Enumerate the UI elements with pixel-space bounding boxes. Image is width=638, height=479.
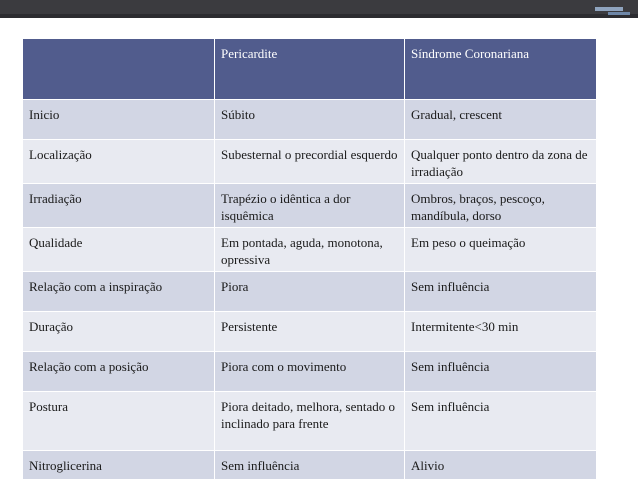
table-row — [23, 100, 597, 140]
row-label: Relação com a inspiração — [23, 272, 215, 312]
table-row — [23, 184, 597, 228]
row-label: Postura — [23, 392, 215, 451]
coronariana-cell: Sem influência — [405, 392, 597, 451]
row-label: Relação com a posição — [23, 352, 215, 392]
coronariana-cell: Intermitente<30 min — [405, 312, 597, 352]
table-row — [23, 272, 597, 312]
table-row — [23, 140, 597, 184]
coronariana-cell: Em peso o queimação — [405, 228, 597, 272]
table-header-row — [23, 39, 597, 100]
pericardite-cell: Sem influência — [215, 451, 405, 479]
pericardite-cell: Trapézio o idêntica a dor isquêmica — [215, 184, 405, 228]
row-label: Qualidade — [23, 228, 215, 272]
row-label: Irradiação — [23, 184, 215, 228]
row-label: Duração — [23, 312, 215, 352]
pericardite-cell: Piora — [215, 272, 405, 312]
coronariana-cell: Qualquer ponto dentro da zona de irradiação — [405, 140, 597, 184]
pericardite-cell: Persistente — [215, 312, 405, 352]
comparison-table — [22, 38, 597, 479]
table-row — [23, 451, 597, 479]
accent-dash — [608, 12, 630, 15]
row-label: Nitroglicerina — [23, 451, 215, 479]
row-label: Inicio — [23, 100, 215, 140]
table-row — [23, 352, 597, 392]
row-label: Localização — [23, 140, 215, 184]
pericardite-cell: Em pontada, aguda, monotona, opressiva — [215, 228, 405, 272]
coronariana-cell: Gradual, crescent — [405, 100, 597, 140]
coronariana-cell: Sem influência — [405, 352, 597, 392]
table-row — [23, 312, 597, 352]
header-cell-pericardite: Pericardite — [215, 39, 405, 100]
accent-dash — [595, 7, 623, 11]
pericardite-cell: Piora deitado, melhora, sentado o inclinado para frente — [215, 392, 405, 451]
pericardite-cell: Piora com o movimento — [215, 352, 405, 392]
table-row — [23, 392, 597, 451]
coronariana-cell: Alivio — [405, 451, 597, 479]
top-band-shadow — [0, 14, 638, 18]
header-cell-empty — [23, 39, 215, 100]
pericardite-cell: Subesternal o precordial esquerdo — [215, 140, 405, 184]
header-cell-sindrome-coronariana: Síndrome Coronariana — [405, 39, 597, 100]
coronariana-cell: Sem influência — [405, 272, 597, 312]
pericardite-cell: Súbito — [215, 100, 405, 140]
table-row — [23, 228, 597, 272]
coronariana-cell: Ombros, braços, pescoço, mandíbula, dorso — [405, 184, 597, 228]
